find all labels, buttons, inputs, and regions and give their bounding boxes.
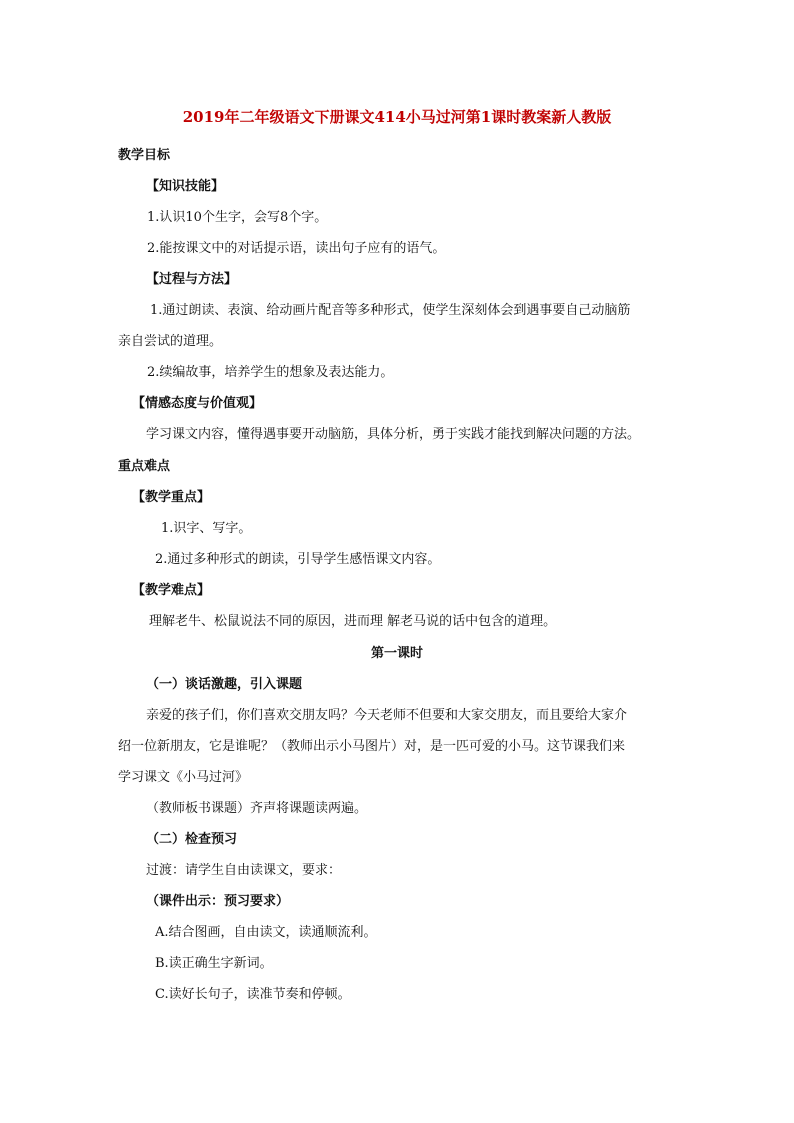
key-heading: 重点难点 [118, 459, 171, 474]
part2-item-b: B.读正确生字新词。 [155, 956, 273, 971]
part1-paragraph-line-2: 绍一位新朋友，它是谁呢？（教师出示小马图片）对，是一匹可爱的小马。这节课我们来 [118, 739, 626, 754]
part1-paragraph-line-3: 学习课文《小马过河》 [118, 770, 249, 785]
key-points-heading: 【教学重点】 [132, 490, 211, 505]
emotion-item-1: 学习课文内容，懂得遇事要开动脑筋，具体分析，勇于实践才能找到解决问题的方法。 [146, 427, 641, 442]
key-item-2: 2.通过多种形式的朗读，引导学生感悟课文内容。 [155, 552, 441, 567]
goals-heading: 教学目标 [118, 148, 171, 163]
difficulty-heading: 【教学难点】 [132, 583, 211, 598]
process-item-1-line-1: 1.通过朗读、表演、给动画片配音等多种形式，使学生深刻体会到遇事要自己动脑筋 [150, 303, 631, 318]
lesson-heading: 第一课时 [370, 646, 423, 661]
process-item-1-line-2: 亲自尝试的道理。 [118, 334, 223, 349]
part1-paragraph-2: （教师板书课题）齐声将课题读两遍。 [146, 801, 368, 816]
difficulty-item-1: 理解老牛、松鼠说法不同的原因，进而理 解老马说的话中包含的道理。 [149, 614, 557, 629]
part2-paragraph-2: （课件出示：预习要求） [146, 894, 290, 909]
part2-paragraph-1: 过渡：请学生自由读课文，要求： [146, 863, 342, 878]
emotion-heading: 【情感态度与价值观】 [132, 396, 263, 411]
part2-heading: （二）检查预习 [146, 832, 238, 847]
document-title: 2019年二年级语文下册课文414小马过河第1课时教案新人教版 [182, 108, 612, 126]
part2-item-a: A.结合图画，自由读文，读通顺流利。 [155, 925, 377, 940]
knowledge-item-1: 1.认识10个生字，会写8个字。 [147, 210, 328, 225]
process-heading: 【过程与方法】 [146, 272, 238, 287]
knowledge-heading: 【知识技能】 [146, 179, 225, 194]
part2-item-c: C.读好长句子，读准节奏和停顿。 [155, 987, 351, 1002]
part1-paragraph-line-1: 亲爱的孩子们，你们喜欢交朋友吗？今天老师不但要和大家交朋友，而且要给大家介 [146, 708, 628, 723]
key-item-1: 1.识字、写字。 [161, 521, 252, 536]
part1-heading: （一）谈话激趣，引入课题 [146, 677, 303, 692]
knowledge-item-2: 2.能按课文中的对话提示语，读出句子应有的语气。 [147, 241, 446, 256]
process-item-2: 2.续编故事，培养学生的想象及表达能力。 [147, 365, 394, 380]
